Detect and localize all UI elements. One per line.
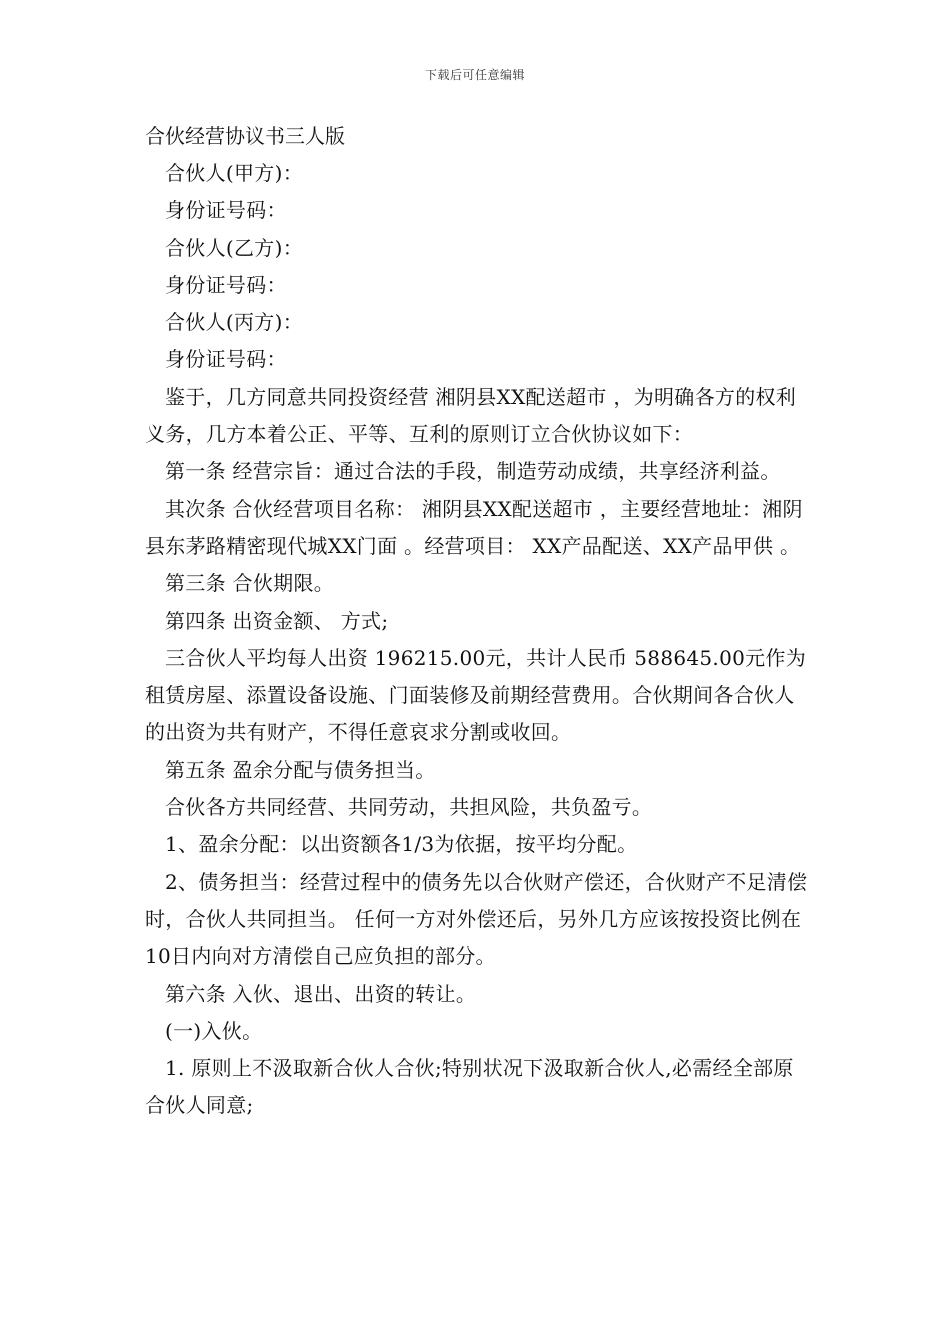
paragraph-article-5: 第五条 盈余分配与债务担当。 (165, 757, 436, 782)
paragraph-partner-c: 合伙人(丙方)： (165, 310, 304, 335)
paragraph-id-a: 身份证号码： (165, 198, 287, 223)
paragraph-id-b: 身份证号码： (165, 272, 287, 297)
paragraph-partner-b: 合伙人(乙方)： (165, 235, 304, 260)
paragraph-debt-liability: 2、债务担当：经营过程中的债务先以合伙财产偿还，合伙财产不足清偿时，合伙人共同担当。 任何一方对外偿还后，另外几方应该按投资比例在10日内向对方清偿自己应负担的部分。 (145, 869, 808, 969)
paragraph-article-3: 第三条 合伙期限。 (165, 571, 335, 596)
paragraph-profit-distribution: 1、盈余分配：以出资额各1/3为依据，按平均分配。 (165, 832, 638, 857)
document-title: 合伙经营协议书三人版 (145, 124, 345, 148)
paragraph-partner-a: 合伙人(甲方)： (165, 161, 304, 185)
paragraph-contribution: 三合伙人平均每人出资 196215.00元，共计人民币 588645.00元作为租赁房屋、添置设备设施、门面装修及前期经营费用。合伙期间各合伙人的出资为共有财产，不得任意哀求分割或收回。 (145, 645, 807, 745)
paragraph-article-6: 第六条 入伙、退出、出资的转让。 (165, 981, 477, 1006)
paragraph-id-c: 身份证号码： (165, 347, 287, 372)
paragraph-article-2: 其次条 合伙经营项目名称： 湘阴县XX配送超市 ，主要经营地址：湘阴县东茅路精密现代城XX门面 。经营项目： XX产品配送、XX产品甲供 。 (145, 496, 803, 558)
paragraph-article-1: 第一条 经营宗旨：通过合法的手段，制造劳动成绩，共享经济利益。 (165, 459, 781, 484)
document-body (145, 118, 813, 1125)
paragraph-admission-rule-1: 1. 原则上不汲取新合伙人合伙;特别状况下汲取新合伙人,必需经全部原合伙人同意; (145, 1056, 794, 1118)
paragraph-preamble: 鉴于，几方同意共同投资经营 湘阴县XX配送超市 ，为明确各方的权利义务，几方本着公正、平等、互利的原则订立合伙协议如下： (145, 384, 797, 447)
paragraph-admission-heading: (一)入伙。 (165, 1018, 263, 1043)
paragraph-article-4: 第四条 出资金额、 方式; (165, 608, 389, 633)
header-note: 下载后可任意编辑 (424, 68, 525, 82)
paragraph-shared-risk: 合伙各方共同经营、共同劳动，共担风险，共负盈亏。 (165, 795, 653, 820)
